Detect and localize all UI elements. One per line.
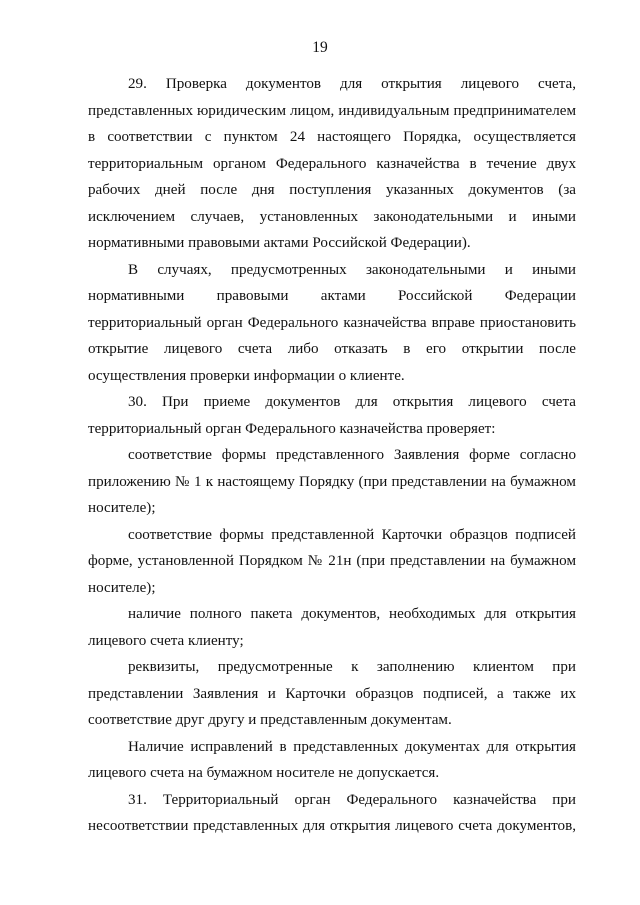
text-line: территориальный орган Федерального казначейства вправе приостановить: [88, 314, 576, 331]
text-line: лицевого счета клиенту;: [88, 632, 244, 649]
text-line: соответствие формы представленной Карточки образцов подписей: [128, 526, 576, 543]
text-line: территориальным органом Федерального казначейства в течение двух: [88, 155, 576, 172]
text-line: несоответствии представленных для открытия лицевого счета документов,: [88, 818, 576, 834]
text-line: лицевого счета на бумажном носителе не допускается.: [88, 765, 440, 781]
text-line: наличие полного пакета документов, необходимых для открытия: [128, 606, 576, 622]
text-line: соответствие друг другу и представленным документам.: [88, 712, 452, 728]
text-line: Наличие исправлений в представленных документах для открытия: [128, 738, 576, 755]
text-line: соответствие формы представленного Заявления форме согласно: [128, 447, 576, 463]
document-body: [88, 71, 576, 840]
page-number: 19: [312, 39, 328, 56]
text-line: представлении Заявления и Карточки образцов подписей, а также их: [88, 685, 576, 702]
text-line: носителе);: [88, 579, 156, 596]
text-line: носителе);: [88, 500, 156, 516]
text-line: территориальный орган Федерального казначейства проверяет:: [88, 420, 496, 437]
text-line: приложению № 1 к настоящему Порядку (при представлении на бумажном: [88, 473, 576, 490]
text-line: 29. Проверка документов для открытия лицевого счета,: [128, 76, 576, 92]
text-line: открытие лицевого счета либо отказать в его открытии после: [88, 341, 576, 357]
text-line: нормативными правовыми актами Российской Федерации: [88, 288, 576, 304]
text-line: В случаях, предусмотренных законодательными и иными: [128, 261, 576, 278]
text-line: представленных юридическим лицом, индивидуальным предпринимателем: [88, 102, 576, 119]
text-line: форме, установленной Порядком № 21н (при представлении на бумажном: [88, 553, 576, 569]
text-line: осуществления проверки информации о клиенте.: [88, 367, 405, 384]
text-line: рабочих дней после дня поступления указанных документов (за: [88, 182, 576, 198]
text-line: 30. При приеме документов для открытия лицевого счета: [128, 394, 576, 410]
text-line: 31. Территориальный орган Федерального казначейства при: [128, 791, 576, 808]
text-line: реквизиты, предусмотренные к заполнению клиентом при: [128, 659, 576, 675]
text-line: в соответствии с пунктом 24 настоящего Порядка, осуществляется: [88, 129, 576, 145]
text-line: исключением случаев, установленных законодательными и иными: [88, 208, 576, 225]
text-line: нормативными правовыми актами Российской Федерации).: [88, 235, 471, 251]
